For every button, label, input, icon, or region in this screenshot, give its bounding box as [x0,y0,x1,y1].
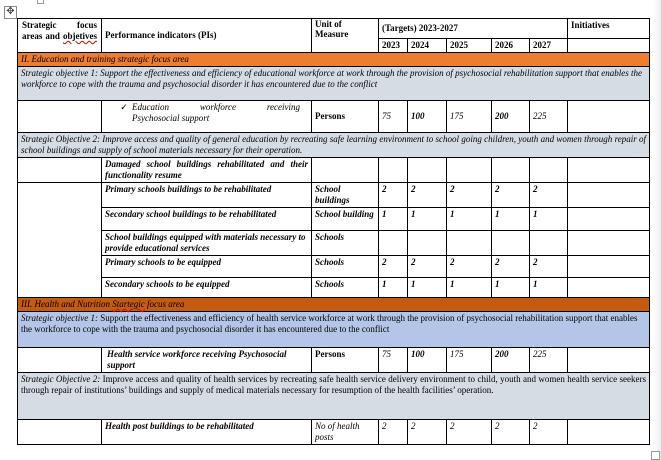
target-cell: 2 [379,256,408,278]
header-targets: (Targets) 2023-2027 [379,19,568,39]
target-cell: 2 [379,183,408,208]
target-cell: 2 [492,420,530,445]
target-cell: 225 [530,101,568,133]
section-health-row [18,298,650,312]
initiatives-cell [568,183,650,208]
section-title-text: III. Health and Nutrition [21,299,113,309]
focus-area-cell [18,348,102,373]
unit-cell: Schools [312,231,379,256]
target-cell: 75 [379,101,408,133]
table-row [18,101,650,133]
table-row [18,158,650,183]
initiatives-cell [568,208,650,231]
target-cell: 2 [447,256,492,278]
target-cell: 200 [492,101,530,133]
section-title-text: focus area [144,299,185,309]
target-cell: 2 [447,183,492,208]
header-year: 2026 [492,39,530,53]
target-cell [447,158,492,183]
table-row [18,183,650,208]
initiatives-cell [568,256,650,278]
header-performance-indicators: Performance indicators (PIs) [102,19,312,53]
initiatives-cell [568,158,650,183]
unit-cell: Schools [312,256,379,278]
initiatives-cell [568,420,650,445]
target-cell: 1 [379,208,408,231]
target-cell: 2 [530,420,568,445]
indicator-line: Psychosocial support [132,113,210,123]
table-resize-handle[interactable] [651,451,660,460]
target-cell [379,231,408,256]
table-row [18,278,650,298]
unit-cell [312,158,379,183]
unit-cell: Persons [312,101,379,133]
target-cell: 1 [408,278,447,298]
unit-cell: Persons [312,348,379,373]
target-cell [492,158,530,183]
initiatives-cell [568,231,650,256]
section-title-text: Startegic [112,299,145,309]
indicator-cell: Secondary school buildings to be rehabilitated [102,208,312,231]
target-cell [447,231,492,256]
header-strategic-focus: Strategic focus areas and objetives [18,19,102,53]
target-cell: 1 [530,278,568,298]
table-move-handle-icon[interactable]: ✥ [4,6,17,19]
objective-label: Strategic Objective 2: [21,374,101,384]
initiatives-cell [568,278,650,298]
table-row [18,256,650,278]
objective-text: Improve access and quality of health services by recreating safe health service delivery environment to child, youth and women health service seekers through repair of institutions’ buildings and supply of medical materials necessary for resumption of the health facilities’ operation. [21,374,647,395]
table-row [18,208,650,231]
target-cell: 225 [530,348,568,373]
target-cell [530,231,568,256]
target-cell: 1 [408,208,447,231]
objective-row [18,373,650,420]
target-cell: 2 [379,420,408,445]
target-cell: 200 [492,348,530,373]
header-year: 2023 [379,39,408,53]
focus-area-cell [18,420,102,445]
initiatives-cell [568,348,650,373]
header-year: 2027 [530,39,568,53]
indicator-cell [102,101,312,133]
table-row [18,231,650,256]
initiatives-cell [568,101,650,133]
indicator-cell: Primary schools to be equipped [102,256,312,278]
health-objective-1 [18,312,650,348]
health-objective-2 [18,373,650,420]
unit-cell: Schools [312,278,379,298]
indicator-cell: Health post buildings to be rehabilitated [102,420,312,445]
education-objective-2: Strategic Objective 2: Improve access and quality of general education by recreating safe learning environment to school going children, youth and women through repair of school buildings and supply of school materials necessary for their operation. [18,133,650,158]
page-edge-shadow [653,0,661,460]
target-cell: 1 [447,278,492,298]
indicator-cell: Damaged school buildings rehabilitated and their functionality resume [102,158,312,183]
target-cell: 2 [447,420,492,445]
target-cell: 175 [447,101,492,133]
table-row [18,348,650,373]
header-unit-of-measure: Unit of Measure [312,19,379,53]
target-cell: 1 [379,278,408,298]
target-cell: 2 [530,183,568,208]
focus-area-cell [18,158,102,183]
target-cell [408,158,447,183]
strategic-plan-table [17,18,650,445]
header-initiatives: Initiatives [568,19,650,39]
target-cell: 2 [408,256,447,278]
target-cell: 100 [408,101,447,133]
target-cell [379,158,408,183]
target-cell [492,231,530,256]
objective-label: Strategic objective 1: [21,313,98,323]
target-cell [408,231,447,256]
target-cell: 1 [492,278,530,298]
education-objective-1: Strategic objective 1: Support the effectiveness and efficiency of educational workforce at work through the provision of psychosocial rehabilitation support that enables the workforce to cope with the trauma and psychosocial disorder it has encountered due to the conflict [18,67,650,101]
target-cell: 175 [447,348,492,373]
indicator-cell: Primary schools buildings to be rehabilitated [102,183,312,208]
target-cell: 2 [408,420,447,445]
focus-area-cell [18,183,102,298]
unit-cell: School buildings [312,183,379,208]
header-year: 2025 [447,39,492,53]
section-education-title: II. Education and training strategic focus area [18,53,650,67]
target-cell [530,158,568,183]
checkmark-icon: ✓ [120,102,128,112]
objective-text: Support the effectiveness and efficiency of health service workforce at work through the provision of psychosocial rehabilitation support that enables the workforce to cope with the trauma and psychosocial disorder it has encountered due to the conflict [21,313,638,334]
section-health-title [18,298,650,312]
indicator-cell: School buildings equipped with materials necessary to provide educational services [102,231,312,256]
header-row [18,19,650,39]
target-cell: 1 [492,208,530,231]
unit-cell: No of health posts [312,420,379,445]
target-cell: 1 [447,208,492,231]
target-cell: 2 [492,183,530,208]
unit-cell: School building [312,208,379,231]
indicator-line: Education workforce receiving [132,102,300,112]
target-cell: 75 [379,348,408,373]
indicator-cell: Secondary schools to be equipped [102,278,312,298]
target-cell: 1 [530,208,568,231]
ruler-marker [37,0,44,4]
table-row [18,420,650,445]
target-cell: 2 [492,256,530,278]
section-education-row [18,53,650,67]
objective-row [18,67,650,101]
focus-area-cell [18,101,102,133]
target-cell: 100 [408,348,447,373]
target-cell: 2 [530,256,568,278]
indicator-cell: Health service workforce receiving Psychosocial support [102,348,312,373]
header-initiatives-empty [568,39,650,53]
header-year: 2024 [408,39,447,53]
objective-row [18,133,650,158]
objective-row [18,312,650,348]
target-cell: 2 [408,183,447,208]
